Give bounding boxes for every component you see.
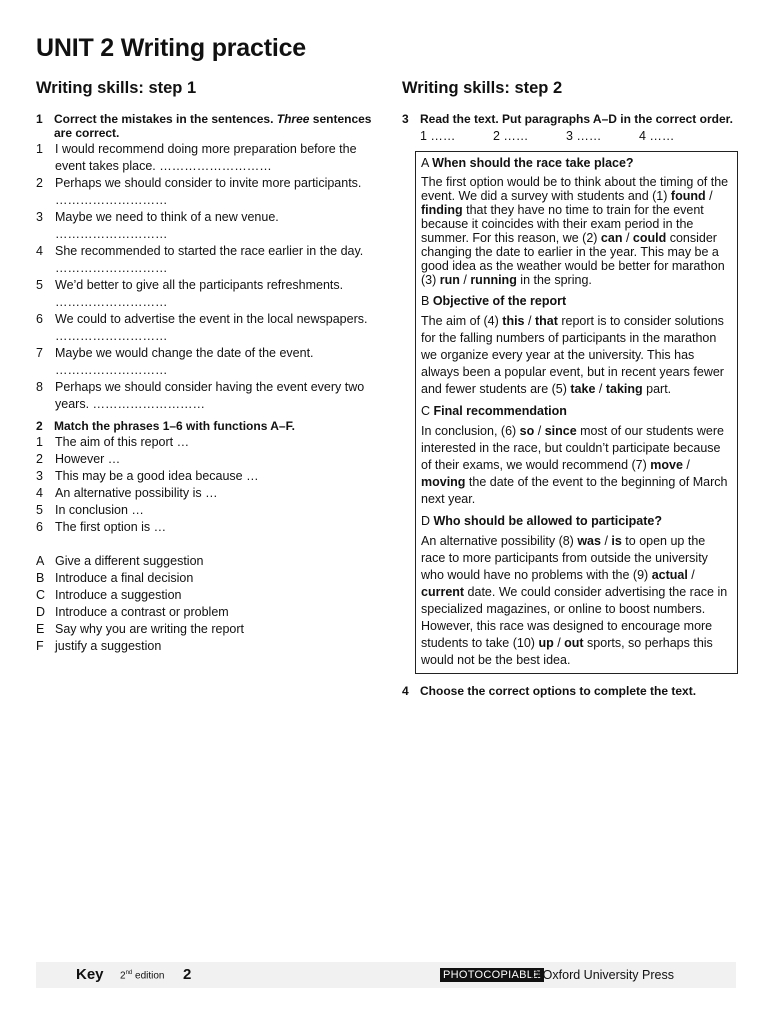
list-item: C Introduce a suggestion	[36, 588, 182, 602]
list-item: 5 We’d better to give all the participants refreshments. ………………………	[36, 278, 344, 309]
publisher-credit: © Oxford University Press	[530, 968, 674, 982]
list-item: 4 She recommended to started the race earlier in the day. ………………………	[36, 244, 364, 275]
exercise-2	[36, 419, 376, 433]
exercise-1-instructions: Correct the mistakes in the sentences. Three sentences are correct.	[54, 112, 372, 140]
exercise-4	[402, 684, 738, 698]
list-item: 2 Perhaps we should consider to invite more participants. ………………………	[36, 176, 362, 207]
paragraph-c-body: In conclusion, (6) so / since most of our students were interested in the race, but couldn’t participate because of their exams, we would recommend (7) move / moving the date of the event to the beginning of March next year.	[421, 424, 728, 506]
page-title: UNIT 2 Writing practice	[36, 34, 306, 62]
exercise-4-number: 4	[402, 684, 409, 698]
paragraph-d-body: An alternative possibility (8) was / is to open up the race to more participants from outside the university who would have no problems with the (9) actual / current date. We could consider advertising the race in specialized magazines, or online to boost numbers. However, this race was designed to encourage more students to take (10) up / out sports, so perhaps this would not be the best idea.	[421, 534, 728, 667]
step-1-heading: Writing skills: step 1	[36, 79, 197, 97]
list-item: D Introduce a contrast or problem	[36, 605, 229, 619]
list-item: 2 However …	[36, 452, 121, 466]
exercise-1-sentences	[36, 141, 376, 413]
exercise-3-number: 3	[402, 112, 409, 126]
list-item: E Say why you are writing the report	[36, 622, 244, 636]
list-item: 3 This may be a good idea because …	[36, 469, 259, 483]
exercise-2-phrases	[36, 434, 376, 536]
order-slot: 4 ……	[639, 129, 675, 143]
list-item: 1 The aim of this report …	[36, 435, 190, 449]
paragraph-a-heading: A When should the race take place?	[421, 156, 634, 170]
exercise-1	[36, 112, 376, 140]
paragraph-order-slots	[420, 128, 738, 145]
photocopiable-badge: PHOTOCOPIABLE	[440, 968, 544, 982]
list-item: A Give a different suggestion	[36, 554, 204, 568]
list-item: 8 Perhaps we should consider having the event every two years. ………………………	[36, 380, 365, 411]
page-footer	[36, 962, 736, 988]
list-item: 6 We could to advertise the event in the local newspapers. ………………………	[36, 312, 368, 343]
exercise-2-instructions: Match the phrases 1–6 with functions A–F.	[54, 419, 295, 433]
list-item: 1 I would recommend doing more preparation before the event takes place. ………………………	[36, 142, 357, 173]
order-slot: 1 ……	[420, 129, 456, 143]
exercise-2-functions	[36, 553, 376, 655]
footer-key-label: Key	[76, 966, 104, 983]
paragraph-d-heading: D Who should be allowed to participate?	[421, 514, 662, 528]
paragraph-b-heading: B Objective of the report	[421, 294, 567, 308]
list-item: 5 In conclusion …	[36, 503, 144, 517]
footer-edition: 2nd edition	[120, 970, 165, 982]
list-item: 6 The first option is …	[36, 520, 167, 534]
list-item: F justify a suggestion	[36, 639, 162, 653]
report-text-box	[415, 151, 738, 674]
list-item: 4 An alternative possibility is …	[36, 486, 218, 500]
paragraph-c-heading: C Final recommendation	[421, 404, 567, 418]
list-item: B Introduce a final decision	[36, 571, 194, 585]
exercise-1-number: 1	[36, 112, 43, 126]
exercise-2-number: 2	[36, 419, 43, 433]
step-2-heading: Writing skills: step 2	[402, 79, 563, 97]
page-number: 2	[183, 966, 192, 983]
exercise-4-instructions: Choose the correct options to complete the text.	[420, 684, 697, 698]
order-slot: 2 ……	[493, 129, 529, 143]
right-column	[402, 78, 738, 698]
paragraph-b-body: The aim of (4) this / that report is to consider solutions for the falling numbers of participants in the marathon we organize every year at the university. This has always been a popular event, but in recent years fewer and fewer students are (5) take / taking part.	[421, 314, 724, 396]
exercise-3-instructions: Read the text. Put paragraphs A–D in the correct order.	[420, 112, 733, 126]
left-column	[36, 78, 376, 655]
exercise-3	[402, 112, 738, 145]
list-item: 3 Maybe we need to think of a new venue. ………………………	[36, 210, 279, 241]
list-item: 7 Maybe we would change the date of the event. ………………………	[36, 346, 314, 377]
order-slot: 3 ……	[566, 129, 602, 143]
paragraph-a-body: The first option would be to think about the timing of the event. We did a survey with students and (1) found / finding that they have no time to train for the event because it coincides with their exam period in the summer. For this reason, we (2) can / could consider changing the date to earlier in the year. This may be a good idea as the weather would be better for marathon (3) run / running in the spring.	[421, 175, 729, 287]
